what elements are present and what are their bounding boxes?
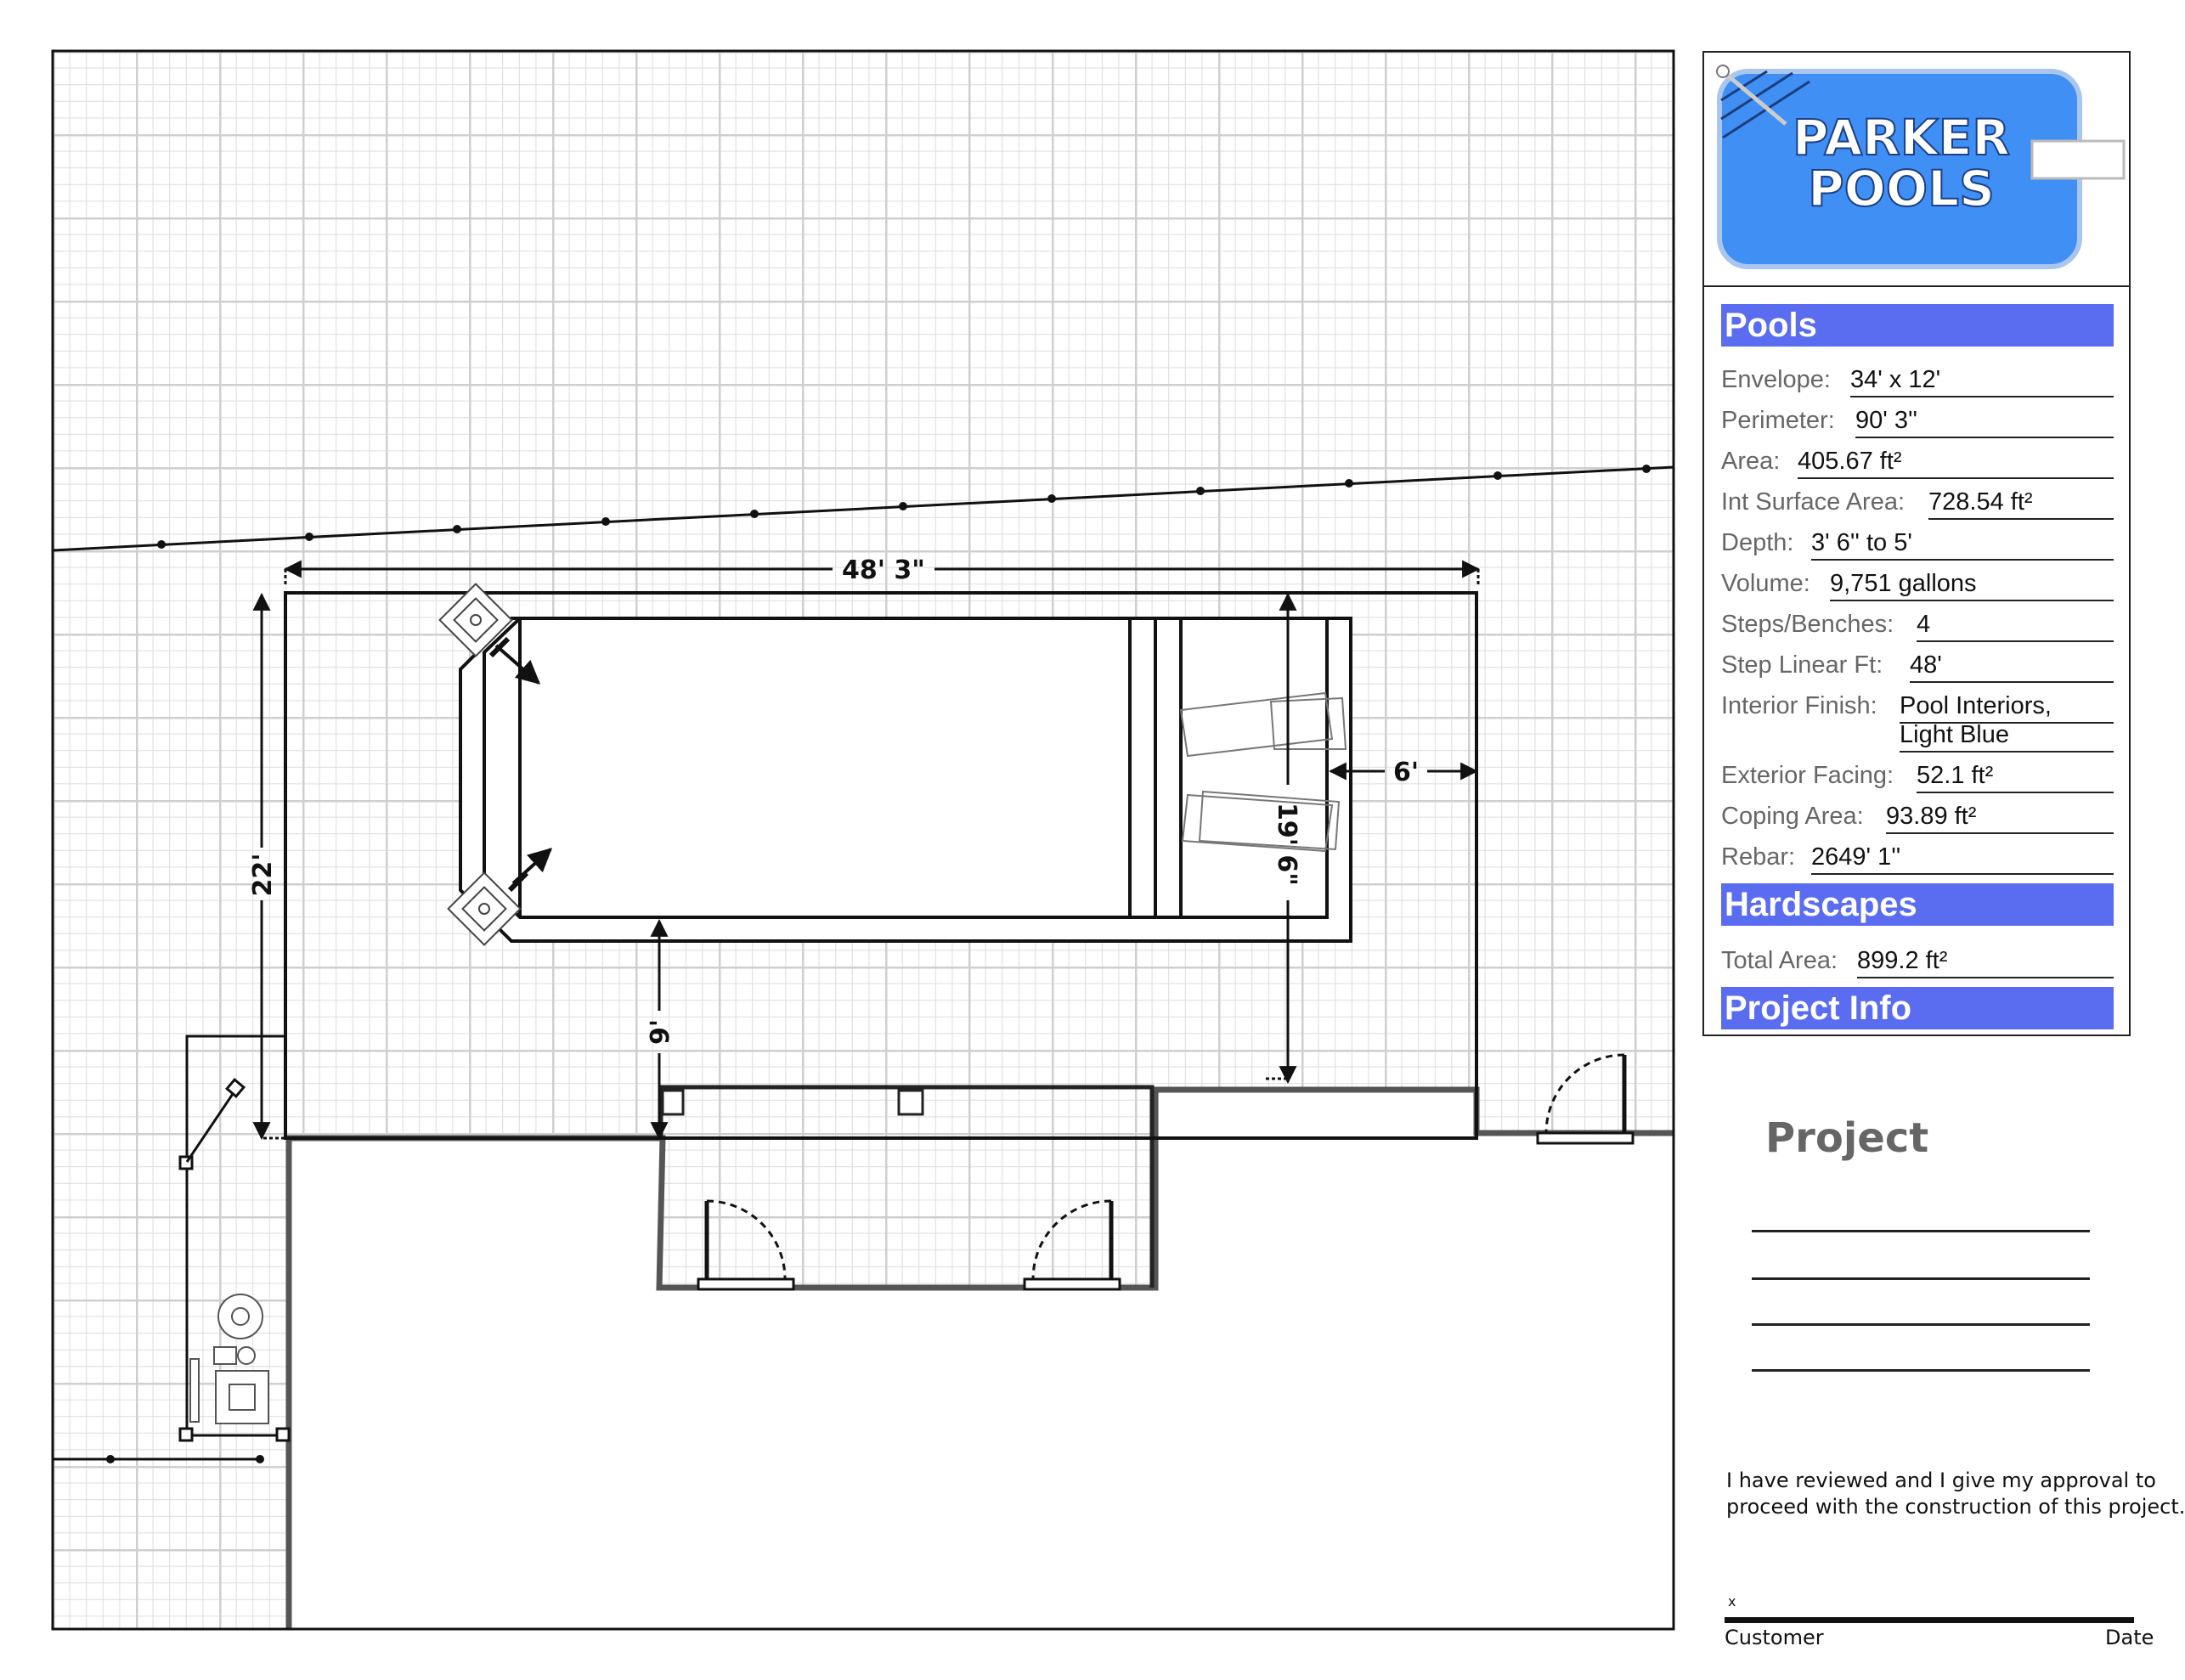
dimension-pool-width: 19' 6"	[1272, 803, 1301, 886]
row-value: 9,751 gallons	[1830, 570, 2114, 601]
pools-row-int-surface-area	[1721, 486, 2114, 520]
row-label: Step Linear Ft:	[1721, 651, 1883, 679]
row-label: Coping Area:	[1721, 803, 1864, 830]
pools-heading: Pools	[1721, 304, 2114, 347]
row-label: Depth:	[1721, 529, 1794, 556]
row-label: Area:	[1721, 448, 1781, 475]
date-label: Date	[2105, 1626, 2154, 1649]
pools-row-area	[1721, 445, 2114, 479]
project-line-4	[1752, 1369, 2090, 1372]
project-title: Project	[1765, 1114, 1929, 1162]
pools-row-steps-benches	[1721, 608, 2114, 642]
project-line-1	[1752, 1230, 2090, 1232]
row-value: 4	[1917, 611, 2114, 642]
row-label: Steps/Benches:	[1721, 611, 1894, 638]
row-value: 52.1 ft²	[1917, 762, 2114, 793]
row-value: 3' 6'' to 5'	[1811, 529, 2114, 561]
row-value: 93.89 ft²	[1886, 803, 2114, 834]
signature-mark: x	[1728, 1593, 1736, 1610]
pools-row-rebar	[1721, 841, 2114, 875]
hardscapes-row-total-area	[1721, 944, 2114, 978]
pool-coping	[460, 618, 1351, 941]
row-value: Pool Interiors,	[1900, 692, 2114, 724]
pools-row-volume	[1721, 567, 2114, 601]
row-label: Envelope:	[1721, 366, 1831, 393]
logo-text-line2: POOLS	[1808, 160, 1995, 217]
title-block-panel	[1702, 51, 2131, 1036]
company-logo	[1704, 53, 2129, 284]
row-value: 405.67 ft²	[1798, 448, 2114, 479]
row-value: 48'	[1910, 651, 2114, 683]
row-label: Int Surface Area:	[1721, 488, 1906, 516]
dimension-front: 9'	[646, 1018, 675, 1046]
row-value: 90' 3''	[1855, 407, 2114, 438]
pools-row-exterior-facing	[1721, 759, 2114, 793]
pools-row-envelope	[1721, 364, 2114, 397]
row-label: Perimeter:	[1721, 407, 1835, 434]
row-label: Volume:	[1721, 570, 1810, 597]
dimension-depth: 22'	[248, 853, 278, 897]
dimension-width: 48' 3"	[842, 555, 925, 585]
pools-row-step-linear-ft	[1721, 649, 2114, 683]
pools-row-perimeter	[1721, 404, 2114, 438]
project-info-heading: Project Info	[1721, 987, 2114, 1029]
row-value: 2649' 1''	[1811, 843, 2114, 875]
approval-line-2: proceed with the construction of this project.	[1726, 1495, 2185, 1519]
pool	[440, 584, 1351, 945]
row-label: Total Area:	[1721, 947, 1838, 974]
project-line-2	[1752, 1277, 2090, 1280]
project-line-3	[1752, 1323, 2090, 1326]
hardscapes-heading: Hardscapes	[1721, 883, 2114, 926]
customer-label: Customer	[1725, 1626, 1824, 1649]
dimension-side: 6'	[1392, 758, 1420, 787]
logo-text-line1: PARKER	[1793, 109, 2010, 166]
row-value: 728.54 ft²	[1928, 488, 2114, 520]
approval-statement	[1726, 1468, 2185, 1520]
approval-line-1: I have reviewed and I give my approval to	[1726, 1469, 2156, 1492]
row-value: 899.2 ft²	[1857, 947, 2114, 978]
pools-row-coping-area	[1721, 800, 2114, 834]
signature-line	[1725, 1617, 2134, 1623]
pools-row-depth	[1721, 527, 2114, 561]
row-value: 34' x 12'	[1850, 366, 2114, 397]
row-label: Interior Finish:	[1721, 692, 1877, 719]
row-label: Exterior Facing:	[1721, 762, 1894, 789]
pools-row-interior-finish-cont	[1721, 719, 2114, 753]
logo-box	[1704, 53, 2129, 287]
row-value: Light Blue	[1900, 721, 2114, 753]
row-label: Rebar:	[1721, 843, 1796, 871]
